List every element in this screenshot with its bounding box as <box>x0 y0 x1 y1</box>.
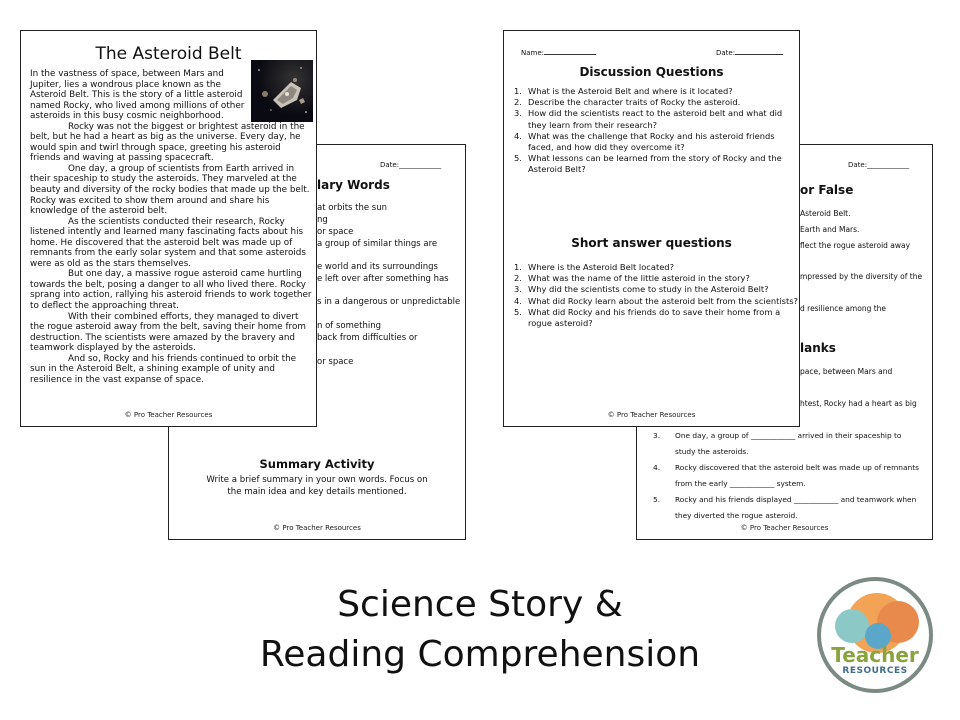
list-item: 3. One day, a group of ____________ arrived in their spaceship to study the asteroids. <box>653 431 902 456</box>
true-false-title: or False <box>800 183 854 197</box>
sheet-footer: © Pro Teacher Resources <box>740 524 829 533</box>
vocab-line: e left over after something has <box>317 274 449 284</box>
story-paragraph: But one day, a massive rogue asteroid came hurtling towards the belt, posing a danger to all who lived there. Rocky sprang into action, rallying his asteroid friends to work together to deflect the approaching threat. <box>30 269 312 312</box>
vocab-line: at orbits the sun <box>317 203 388 213</box>
caption-line-1: Science Story & <box>337 584 623 625</box>
short-answer-title: Short answer questions <box>571 236 732 250</box>
list-item: 2. Describe the character traits of Rocky the asteroid. <box>514 97 741 108</box>
blank-line: htest, Rocky had a heart as big <box>800 399 917 408</box>
list-item: 3. How did the scientists react to the asteroid belt and what did they learn from their research? <box>514 108 783 130</box>
vocab-line: e world and its surroundings <box>317 262 438 272</box>
discussion-worksheet <box>503 30 800 427</box>
story-paragraph: One day, a group of scientists from Earth arrived in their spaceship to study the asteroids. They marveled at the beauty and diversity of the rocky bodies that made up the belt. Rocky was excited to show them around and share his knowledge of the asteroid belt. <box>30 163 310 217</box>
story-worksheet <box>20 30 317 427</box>
list-item: 4. What did Rocky learn about the asteroid belt from the scientists? <box>514 295 798 306</box>
story-body <box>30 69 312 385</box>
list-item: 1. Where is the Asteroid Belt located? <box>514 262 674 272</box>
caption-line-2: Reading Comprehension <box>259 634 701 675</box>
teacher-resources-logo <box>817 577 933 693</box>
vocab-line: or space <box>317 357 354 367</box>
sheet-footer: © Pro Teacher Resources <box>124 411 213 420</box>
date-field: Date: <box>716 48 783 58</box>
discussion-title: Discussion Questions <box>579 65 724 79</box>
list-item: 1. What is the Asteroid Belt and where is it located? <box>514 86 733 96</box>
vocab-line: s in a dangerous or unpredictable <box>317 297 461 307</box>
vocab-line: a group of similar things are <box>317 239 438 249</box>
story-paragraph: As the scientists conducted their research, Rocky listened intently and learned many fascinating facts about his home. He discovered that the asteroid belt was made up of remnants from the early solar system and that some asteroids were as old as the stars themselves. <box>30 216 306 269</box>
story-paragraph: In the vastness of space, between Mars and Jupiter, lies a wondrous place known as the Asteroid Belt. This is the story of a little asteroid named Rocky, who lived among millions of other asteroids in this busy cosmic neighborhood. <box>30 69 245 122</box>
story-paragraph: Rocky was not the biggest or brightest asteroid in the belt, but he had a heart as big as the universe. Every day, he would spin and twirl through space, greeting his asteroid friends and waving at passing spacecraft. <box>30 121 305 164</box>
story-paragraph: With their combined efforts, they managed to divert the rogue asteroid away from the belt, saving their home from destruction. The scientists were amazed by the bravery and teamwork displayed by the asteroids. <box>30 311 306 354</box>
story-paragraph: And so, Rocky and his friends continued to orbit the sun in the Asteroid Belt, a shining example of unity and resilience in the vast expanse of space. <box>30 353 297 385</box>
list-item: 5. Rocky and his friends displayed ____________ and teamwork when they diverted the rogue asteroid. <box>653 495 917 520</box>
tf-line: mpressed by the diversity of the <box>800 272 923 281</box>
fill-blank-list <box>653 428 921 524</box>
sheet-footer: © Pro Teacher Resources <box>273 524 361 533</box>
vocab-line: or space <box>317 227 354 237</box>
logo-word-resources: RESOURCES <box>842 666 908 676</box>
date-field: Date:____________ <box>380 161 442 169</box>
story-title: The Asteroid Belt <box>95 44 242 64</box>
vocab-line: back from difficulties or <box>317 333 418 343</box>
discussion-question-list <box>514 86 794 176</box>
vocab-line: n of something <box>317 321 381 331</box>
name-field: Name: <box>521 48 596 58</box>
sheet-footer: © Pro Teacher Resources <box>607 411 696 420</box>
fill-blanks-title: lanks <box>800 341 836 355</box>
summary-instructions: Write a brief summary in your own words. Focus on the main idea and key details mentioned. <box>206 475 428 497</box>
list-item: 2. What was the name of the little asteroid in the story? <box>514 273 750 284</box>
tf-line: Asteroid Belt. <box>800 209 851 218</box>
vocab-line: ng <box>317 215 328 225</box>
blank-line: pace, between Mars and <box>800 367 893 376</box>
list-item: 4. What was the challenge that Rocky and his asteroid friends faced, and how did they overcome it? <box>514 130 775 153</box>
tf-line: Earth and Mars. <box>800 225 860 234</box>
list-item: 5. What lessons can be learned from the story of Rocky and the Asteroid Belt? <box>514 153 782 175</box>
date-field: Date:____________ <box>848 161 910 169</box>
summary-title: Summary Activity <box>259 457 375 471</box>
list-item: 4. Rocky discovered that the asteroid belt was made up of remnants from the early ____________ system. <box>653 463 919 488</box>
vocabulary-title: lary Words <box>317 178 390 192</box>
tf-line: flect the rogue asteroid away <box>800 241 911 250</box>
short-answer-list <box>514 262 798 329</box>
tf-line: d resilience among the <box>800 304 887 313</box>
list-item: 3. Why did the scientists come to study in the Asteroid Belt? <box>514 284 769 295</box>
logo-word-teacher: Teacher <box>831 643 919 667</box>
list-item: 5. What did Rocky and his friends do to save their home from a rogue asteroid? <box>514 306 781 329</box>
